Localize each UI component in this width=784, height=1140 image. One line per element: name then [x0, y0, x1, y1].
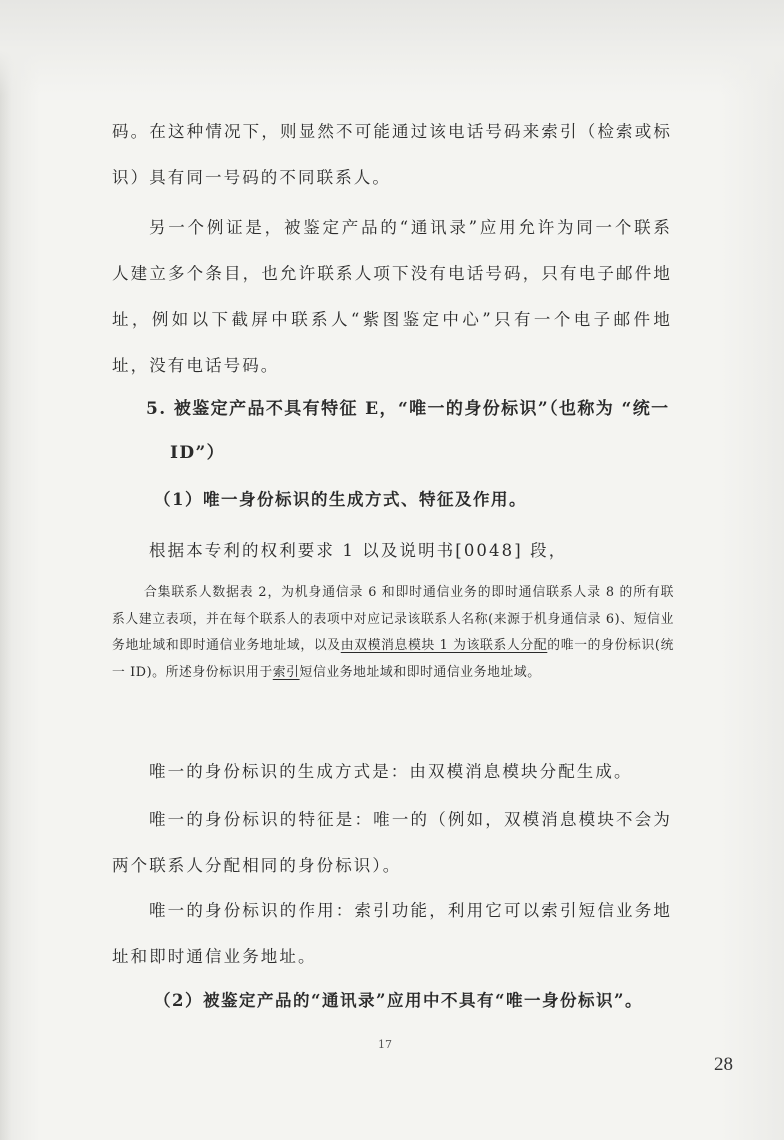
section-heading-5-line2: ID”） — [170, 443, 226, 463]
patent-quote — [112, 580, 674, 686]
section-heading-5-line1: 5. 被鉴定产品不具有特征 E，“唯一的身份标识”（也称为 “统一 — [146, 399, 670, 419]
folio-number: 17 — [378, 1038, 392, 1051]
paragraph-continuation: 码。在这种情况下，则显然不可能通过该电话号码来索引（检索或标识）具有同一号码的不同联系人。 — [112, 122, 672, 187]
subheading-2: （2）被鉴定产品的“通讯录”应用中不具有“唯一身份标识”。 — [154, 991, 643, 1010]
quote-text-1: 合集联系人数据表 2，为机身通信录 6 和即时通信业务的即时通信联系人录 8 的所有联系人建立表项，并在每个联系人的表项中对应记录该联系人名称(来源于机身通信录 6)、短信业务地址域和即时通信业务地址域，以及 — [112, 585, 674, 653]
quote-text-3: 短信业务地址域和即时通信业务地址域。 — [299, 664, 541, 680]
paragraph-feature: 唯一的身份标识的特征是：唯一的（例如，双模消息模块不会为两个联系人分配相同的身份标识）。 — [112, 810, 672, 875]
citation-line: 根据本专利的权利要求 1 以及说明书[0048] 段， — [149, 541, 568, 560]
subheading-1: （1）唯一身份标识的生成方式、特征及作用。 — [154, 490, 527, 509]
paragraph-function: 唯一的身份标识的作用：索引功能，利用它可以索引短信业务地址和即时通信业务地址。 — [112, 901, 672, 966]
quote-text-2: 的唯一的身份标识(统一 ID)。所述身份标识用于 — [112, 638, 674, 680]
paragraph-example: 另一个例证是，被鉴定产品的“通讯录”应用允许为同一个联系人建立多个条目，也允许联系人项下没有电话号码，只有电子邮件地址，例如以下截屏中联系人“紫图鉴定中心”只有一个电子邮件地址，没有电话号码。 — [112, 218, 672, 375]
page-number: 28 — [714, 1054, 733, 1075]
section-heading-5 — [146, 387, 676, 475]
quote-underline-2: 索引 — [272, 664, 300, 680]
paragraph-generation-method: 唯一的身份标识的生成方式是：由双模消息模块分配生成。 — [149, 762, 633, 781]
quote-underline-1: 由双模消息模块 1 为该联系人分配 — [340, 638, 548, 653]
